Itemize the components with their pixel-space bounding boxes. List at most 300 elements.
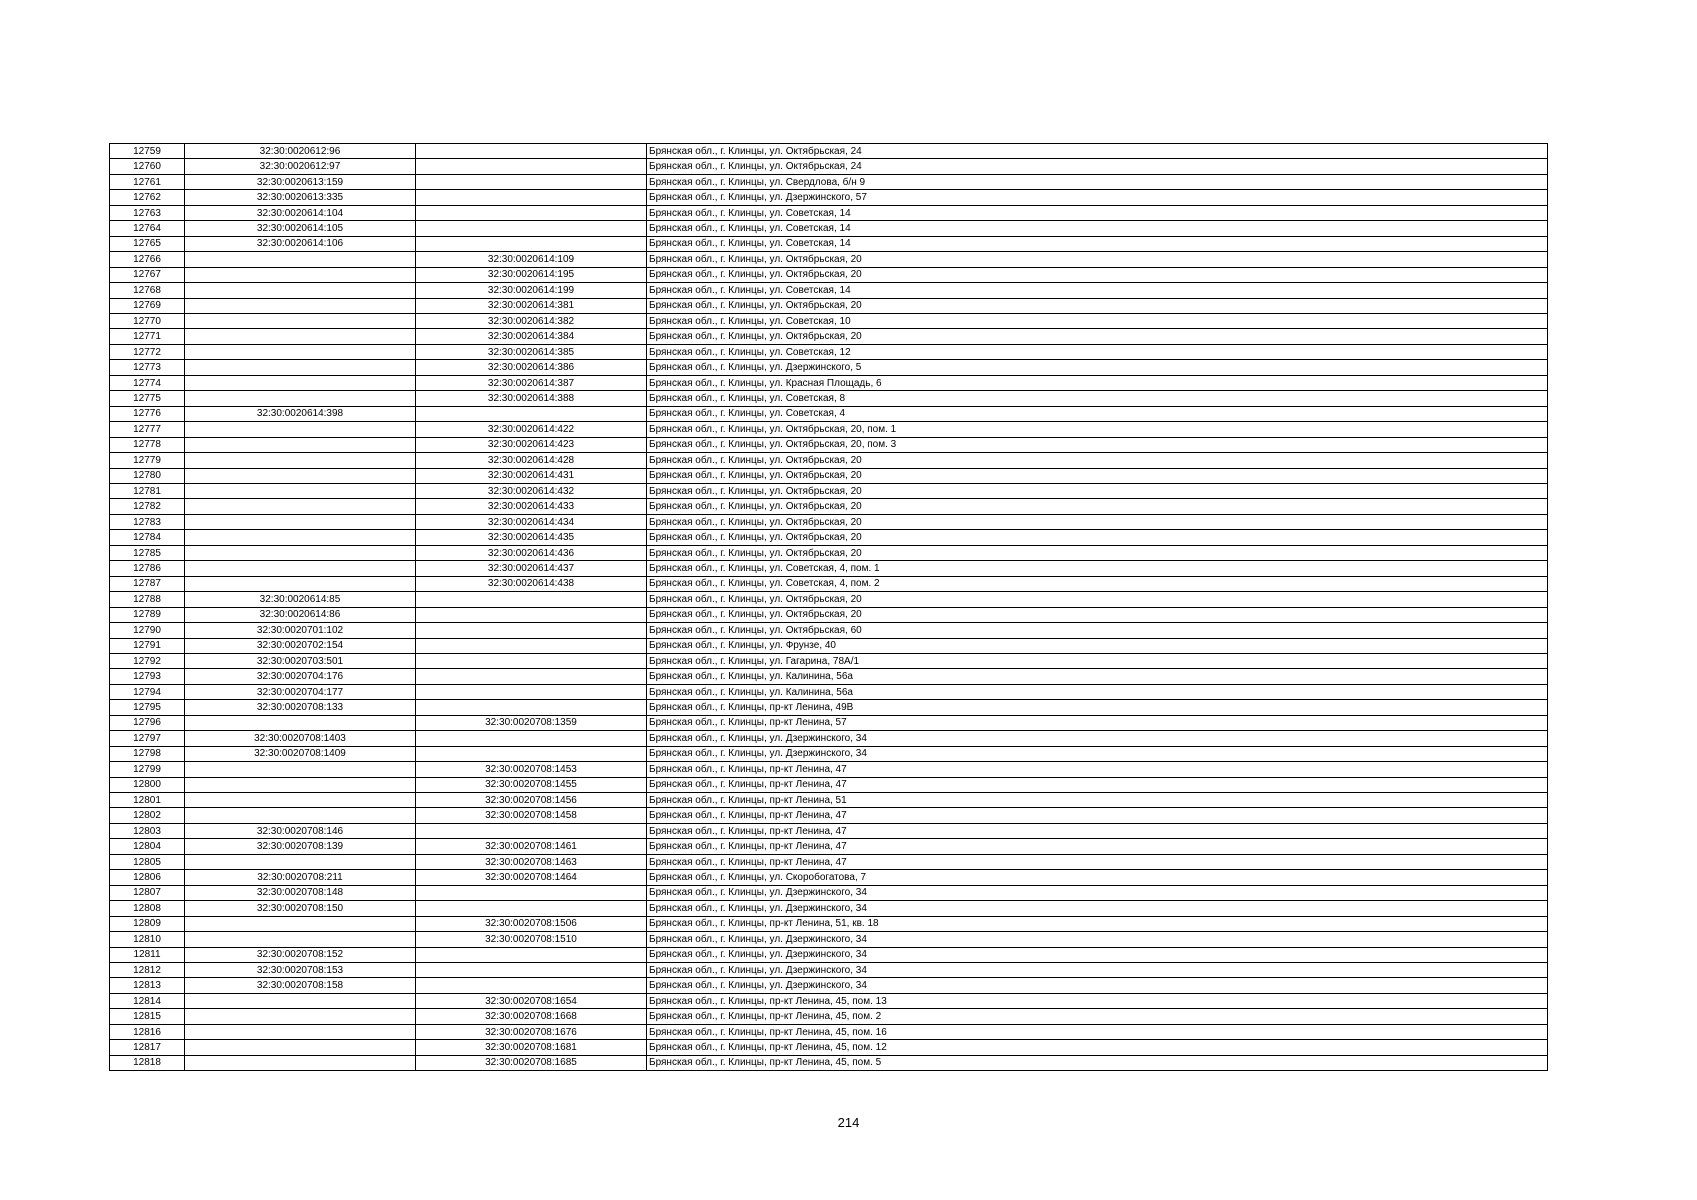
table-row <box>110 684 1548 699</box>
cadastral-number-cell: 32:30:0020708:1403 <box>185 731 416 746</box>
cadastral-number-alt-cell: 32:30:0020614:384 <box>416 329 647 344</box>
address-cell: Брянская обл., г. Клинцы, пр-кт Ленина, 45, пом. 13 <box>647 993 1548 1008</box>
cadastral-number-alt-cell: 32:30:0020614:432 <box>416 483 647 498</box>
row-number-cell: 12759 <box>110 144 185 159</box>
address-cell: Брянская обл., г. Клинцы, ул. Дзержинского, 34 <box>647 978 1548 993</box>
row-number-cell: 12817 <box>110 1040 185 1055</box>
cadastral-number-alt-cell: 32:30:0020614:433 <box>416 499 647 514</box>
table-row <box>110 561 1548 576</box>
cadastral-number-alt-cell: 32:30:0020614:436 <box>416 545 647 560</box>
row-number-cell: 12797 <box>110 731 185 746</box>
row-number-cell: 12779 <box>110 453 185 468</box>
cadastral-number-cell <box>185 298 416 313</box>
row-number-cell: 12773 <box>110 360 185 375</box>
row-number-cell: 12793 <box>110 669 185 684</box>
cadastral-number-cell <box>185 344 416 359</box>
row-number-cell: 12784 <box>110 530 185 545</box>
table-row <box>110 344 1548 359</box>
cadastral-number-cell: 32:30:0020708:148 <box>185 885 416 900</box>
cadastral-number-cell: 32:30:0020614:105 <box>185 221 416 236</box>
address-cell: Брянская обл., г. Клинцы, ул. Дзержинского, 34 <box>647 901 1548 916</box>
row-number-cell: 12781 <box>110 483 185 498</box>
cadastral-number-cell <box>185 329 416 344</box>
row-number-cell: 12776 <box>110 406 185 421</box>
row-number-cell: 12785 <box>110 545 185 560</box>
table-row <box>110 453 1548 468</box>
row-number-cell: 12815 <box>110 1009 185 1024</box>
cadastral-number-cell <box>185 1040 416 1055</box>
address-cell: Брянская обл., г. Клинцы, ул. Октябрьская, 60 <box>647 623 1548 638</box>
table-row <box>110 854 1548 869</box>
row-number-cell: 12792 <box>110 653 185 668</box>
cadastral-number-alt-cell: 32:30:0020708:1685 <box>416 1055 647 1070</box>
table-row <box>110 1055 1548 1070</box>
address-cell: Брянская обл., г. Клинцы, ул. Калинина, 56а <box>647 669 1548 684</box>
table-row <box>110 653 1548 668</box>
cadastral-number-cell: 32:30:0020612:96 <box>185 144 416 159</box>
table-row <box>110 793 1548 808</box>
table-row <box>110 205 1548 220</box>
address-cell: Брянская обл., г. Клинцы, ул. Советская, 4 <box>647 406 1548 421</box>
address-cell: Брянская обл., г. Клинцы, ул. Октябрьская, 24 <box>647 144 1548 159</box>
cadastral-number-cell <box>185 576 416 591</box>
row-number-cell: 12802 <box>110 808 185 823</box>
address-cell: Брянская обл., г. Клинцы, ул. Октябрьская, 20 <box>647 607 1548 622</box>
row-number-cell: 12774 <box>110 375 185 390</box>
address-cell: Брянская обл., г. Клинцы, ул. Свердлова, б/н 9 <box>647 174 1548 189</box>
cadastral-number-cell <box>185 514 416 529</box>
cadastral-number-cell <box>185 561 416 576</box>
cadastral-number-cell <box>185 437 416 452</box>
row-number-cell: 12780 <box>110 468 185 483</box>
cadastral-number-cell <box>185 793 416 808</box>
cadastral-number-cell: 32:30:0020612:97 <box>185 159 416 174</box>
table-row <box>110 731 1548 746</box>
row-number-cell: 12803 <box>110 823 185 838</box>
table-row <box>110 993 1548 1008</box>
cadastral-number-alt-cell: 32:30:0020614:109 <box>416 252 647 267</box>
cadastral-number-alt-cell: 32:30:0020614:195 <box>416 267 647 282</box>
address-cell: Брянская обл., г. Клинцы, ул. Советская, 4, пом. 1 <box>647 561 1548 576</box>
table-row <box>110 360 1548 375</box>
cadastral-number-alt-cell <box>416 823 647 838</box>
table-row <box>110 623 1548 638</box>
table-row <box>110 777 1548 792</box>
cadastral-number-cell <box>185 530 416 545</box>
address-cell: Брянская обл., г. Клинцы, пр-кт Ленина, 47 <box>647 777 1548 792</box>
cadastral-number-cell <box>185 854 416 869</box>
address-cell: Брянская обл., г. Клинцы, ул. Октябрьская, 24 <box>647 159 1548 174</box>
row-number-cell: 12799 <box>110 762 185 777</box>
table-row <box>110 422 1548 437</box>
address-cell: Брянская обл., г. Клинцы, ул. Октябрьская, 20 <box>647 530 1548 545</box>
cadastral-number-alt-cell: 32:30:0020614:381 <box>416 298 647 313</box>
cadastral-number-alt-cell <box>416 406 647 421</box>
cadastral-number-alt-cell <box>416 159 647 174</box>
property-table <box>109 143 1548 1071</box>
row-number-cell: 12811 <box>110 947 185 962</box>
address-cell: Брянская обл., г. Клинцы, ул. Дзержинского, 57 <box>647 190 1548 205</box>
cadastral-number-alt-cell: 32:30:0020614:387 <box>416 375 647 390</box>
address-cell: Брянская обл., г. Клинцы, ул. Октябрьская, 20 <box>647 545 1548 560</box>
address-cell: Брянская обл., г. Клинцы, пр-кт Ленина, 45, пом. 16 <box>647 1024 1548 1039</box>
table-row <box>110 700 1548 715</box>
cadastral-number-alt-cell <box>416 205 647 220</box>
address-cell: Брянская обл., г. Клинцы, ул. Советская, 14 <box>647 205 1548 220</box>
cadastral-number-cell: 32:30:0020704:177 <box>185 684 416 699</box>
row-number-cell: 12764 <box>110 221 185 236</box>
cadastral-number-alt-cell: 32:30:0020708:1668 <box>416 1009 647 1024</box>
address-cell: Брянская обл., г. Клинцы, ул. Калинина, 56а <box>647 684 1548 699</box>
cadastral-number-cell <box>185 932 416 947</box>
address-cell: Брянская обл., г. Клинцы, ул. Октябрьская, 20 <box>647 298 1548 313</box>
table-row <box>110 437 1548 452</box>
address-cell: Брянская обл., г. Клинцы, ул. Советская, 10 <box>647 313 1548 328</box>
cadastral-number-alt-cell: 32:30:0020614:431 <box>416 468 647 483</box>
row-number-cell: 12812 <box>110 963 185 978</box>
cadastral-number-alt-cell: 32:30:0020708:1464 <box>416 870 647 885</box>
table-row <box>110 313 1548 328</box>
address-cell: Брянская обл., г. Клинцы, ул. Октябрьская, 20 <box>647 267 1548 282</box>
table-row <box>110 545 1548 560</box>
row-number-cell: 12796 <box>110 715 185 730</box>
row-number-cell: 12791 <box>110 638 185 653</box>
cadastral-number-cell: 32:30:0020702:154 <box>185 638 416 653</box>
cadastral-number-alt-cell <box>416 653 647 668</box>
row-number-cell: 12798 <box>110 746 185 761</box>
table-row <box>110 947 1548 962</box>
row-number-cell: 12761 <box>110 174 185 189</box>
cadastral-number-cell: 32:30:0020708:150 <box>185 901 416 916</box>
table-row <box>110 762 1548 777</box>
row-number-cell: 12765 <box>110 236 185 251</box>
row-number-cell: 12795 <box>110 700 185 715</box>
address-cell: Брянская обл., г. Клинцы, ул. Дзержинского, 34 <box>647 731 1548 746</box>
cadastral-number-cell <box>185 252 416 267</box>
table-row <box>110 885 1548 900</box>
row-number-cell: 12770 <box>110 313 185 328</box>
table-row <box>110 252 1548 267</box>
row-number-cell: 12805 <box>110 854 185 869</box>
table-row <box>110 236 1548 251</box>
cadastral-number-cell <box>185 453 416 468</box>
row-number-cell: 12789 <box>110 607 185 622</box>
table-row <box>110 159 1548 174</box>
cadastral-number-cell <box>185 1024 416 1039</box>
table-row <box>110 298 1548 313</box>
table-row <box>110 283 1548 298</box>
cadastral-number-cell <box>185 777 416 792</box>
row-number-cell: 12794 <box>110 684 185 699</box>
address-cell: Брянская обл., г. Клинцы, ул. Советская, 8 <box>647 391 1548 406</box>
address-cell: Брянская обл., г. Клинцы, ул. Октябрьская, 20 <box>647 514 1548 529</box>
table-row <box>110 329 1548 344</box>
cadastral-number-alt-cell: 32:30:0020708:1359 <box>416 715 647 730</box>
row-number-cell: 12775 <box>110 391 185 406</box>
table-row <box>110 1009 1548 1024</box>
row-number-cell: 12767 <box>110 267 185 282</box>
address-cell: Брянская обл., г. Клинцы, ул. Советская, 14 <box>647 283 1548 298</box>
cadastral-number-alt-cell <box>416 623 647 638</box>
table-row <box>110 174 1548 189</box>
row-number-cell: 12783 <box>110 514 185 529</box>
cadastral-number-alt-cell: 32:30:0020708:1654 <box>416 993 647 1008</box>
cadastral-number-cell: 32:30:0020614:86 <box>185 607 416 622</box>
table-row <box>110 746 1548 761</box>
address-cell: Брянская обл., г. Клинцы, ул. Советская, 14 <box>647 236 1548 251</box>
cadastral-number-alt-cell <box>416 731 647 746</box>
cadastral-number-alt-cell: 32:30:0020614:434 <box>416 514 647 529</box>
cadastral-number-alt-cell: 32:30:0020614:388 <box>416 391 647 406</box>
cadastral-number-cell: 32:30:0020704:176 <box>185 669 416 684</box>
row-number-cell: 12763 <box>110 205 185 220</box>
cadastral-number-cell: 32:30:0020614:106 <box>185 236 416 251</box>
table-row <box>110 669 1548 684</box>
cadastral-number-cell: 32:30:0020613:159 <box>185 174 416 189</box>
table-row <box>110 267 1548 282</box>
address-cell: Брянская обл., г. Клинцы, ул. Красная Площадь, 6 <box>647 375 1548 390</box>
cadastral-number-alt-cell <box>416 174 647 189</box>
address-cell: Брянская обл., г. Клинцы, ул. Скоробогатова, 7 <box>647 870 1548 885</box>
table-row <box>110 1040 1548 1055</box>
row-number-cell: 12771 <box>110 329 185 344</box>
cadastral-number-cell: 32:30:0020708:1409 <box>185 746 416 761</box>
property-table-body <box>110 144 1548 1071</box>
table-row <box>110 483 1548 498</box>
address-cell: Брянская обл., г. Клинцы, ул. Фрунзе, 40 <box>647 638 1548 653</box>
address-cell: Брянская обл., г. Клинцы, ул. Советская, 4, пом. 2 <box>647 576 1548 591</box>
cadastral-number-alt-cell: 32:30:0020614:385 <box>416 344 647 359</box>
table-row <box>110 901 1548 916</box>
address-cell: Брянская обл., г. Клинцы, ул. Октябрьская, 20 <box>647 329 1548 344</box>
table-row <box>110 808 1548 823</box>
row-number-cell: 12816 <box>110 1024 185 1039</box>
address-cell: Брянская обл., г. Клинцы, пр-кт Ленина, 57 <box>647 715 1548 730</box>
cadastral-number-cell: 32:30:0020708:152 <box>185 947 416 962</box>
address-cell: Брянская обл., г. Клинцы, пр-кт Ленина, 47 <box>647 762 1548 777</box>
cadastral-number-alt-cell <box>416 963 647 978</box>
address-cell: Брянская обл., г. Клинцы, ул. Октябрьская, 20 <box>647 483 1548 498</box>
cadastral-number-alt-cell: 32:30:0020614:423 <box>416 437 647 452</box>
row-number-cell: 12818 <box>110 1055 185 1070</box>
table-row <box>110 406 1548 421</box>
row-number-cell: 12810 <box>110 932 185 947</box>
cadastral-number-alt-cell <box>416 885 647 900</box>
address-cell: Брянская обл., г. Клинцы, пр-кт Ленина, 51, кв. 18 <box>647 916 1548 931</box>
table-row <box>110 391 1548 406</box>
cadastral-number-cell: 32:30:0020703:501 <box>185 653 416 668</box>
row-number-cell: 12772 <box>110 344 185 359</box>
cadastral-number-alt-cell: 32:30:0020708:1456 <box>416 793 647 808</box>
cadastral-number-alt-cell <box>416 592 647 607</box>
address-cell: Брянская обл., г. Клинцы, пр-кт Ленина, 47 <box>647 808 1548 823</box>
cadastral-number-alt-cell <box>416 607 647 622</box>
cadastral-number-cell <box>185 422 416 437</box>
table-row <box>110 638 1548 653</box>
page-number: 214 <box>837 1115 860 1130</box>
cadastral-number-cell <box>185 1055 416 1070</box>
cadastral-number-cell <box>185 375 416 390</box>
table-row <box>110 530 1548 545</box>
cadastral-number-cell: 32:30:0020614:398 <box>185 406 416 421</box>
table-row <box>110 916 1548 931</box>
row-number-cell: 12788 <box>110 592 185 607</box>
address-cell: Брянская обл., г. Клинцы, ул. Октябрьская, 20 <box>647 252 1548 267</box>
cadastral-number-alt-cell: 32:30:0020614:438 <box>416 576 647 591</box>
cadastral-number-cell: 32:30:0020708:211 <box>185 870 416 885</box>
address-cell: Брянская обл., г. Клинцы, пр-кт Ленина, 49В <box>647 700 1548 715</box>
row-number-cell: 12790 <box>110 623 185 638</box>
address-cell: Брянская обл., г. Клинцы, ул. Дзержинского, 34 <box>647 746 1548 761</box>
cadastral-number-alt-cell <box>416 684 647 699</box>
table-row <box>110 978 1548 993</box>
address-cell: Брянская обл., г. Клинцы, ул. Октябрьская, 20, пом. 1 <box>647 422 1548 437</box>
address-cell: Брянская обл., г. Клинцы, пр-кт Ленина, 47 <box>647 839 1548 854</box>
row-number-cell: 12782 <box>110 499 185 514</box>
address-cell: Брянская обл., г. Клинцы, пр-кт Ленина, 45, пом. 2 <box>647 1009 1548 1024</box>
cadastral-number-alt-cell <box>416 947 647 962</box>
table-row <box>110 375 1548 390</box>
cadastral-number-cell <box>185 468 416 483</box>
row-number-cell: 12804 <box>110 839 185 854</box>
cadastral-number-cell <box>185 483 416 498</box>
cadastral-number-cell: 32:30:0020708:146 <box>185 823 416 838</box>
row-number-cell: 12762 <box>110 190 185 205</box>
cadastral-number-alt-cell <box>416 700 647 715</box>
table-row <box>110 839 1548 854</box>
address-cell: Брянская обл., г. Клинцы, ул. Дзержинского, 5 <box>647 360 1548 375</box>
address-cell: Брянская обл., г. Клинцы, пр-кт Ленина, 45, пом. 12 <box>647 1040 1548 1055</box>
row-number-cell: 12777 <box>110 422 185 437</box>
row-number-cell: 12809 <box>110 916 185 931</box>
cadastral-number-alt-cell <box>416 669 647 684</box>
table-row <box>110 963 1548 978</box>
cadastral-number-alt-cell <box>416 221 647 236</box>
address-cell: Брянская обл., г. Клинцы, ул. Октябрьская, 20 <box>647 592 1548 607</box>
cadastral-number-alt-cell <box>416 638 647 653</box>
row-number-cell: 12814 <box>110 993 185 1008</box>
cadastral-number-alt-cell: 32:30:0020708:1510 <box>416 932 647 947</box>
cadastral-number-cell <box>185 499 416 514</box>
address-cell: Брянская обл., г. Клинцы, пр-кт Ленина, 51 <box>647 793 1548 808</box>
address-cell: Брянская обл., г. Клинцы, ул. Октябрьская, 20 <box>647 468 1548 483</box>
cadastral-number-alt-cell <box>416 978 647 993</box>
cadastral-number-alt-cell <box>416 746 647 761</box>
row-number-cell: 12769 <box>110 298 185 313</box>
row-number-cell: 12760 <box>110 159 185 174</box>
cadastral-number-cell <box>185 545 416 560</box>
row-number-cell: 12807 <box>110 885 185 900</box>
address-cell: Брянская обл., г. Клинцы, пр-кт Ленина, 45, пом. 5 <box>647 1055 1548 1070</box>
row-number-cell: 12778 <box>110 437 185 452</box>
cadastral-number-cell <box>185 313 416 328</box>
cadastral-number-alt-cell: 32:30:0020708:1455 <box>416 777 647 792</box>
cadastral-number-cell <box>185 283 416 298</box>
address-cell: Брянская обл., г. Клинцы, пр-кт Ленина, 47 <box>647 823 1548 838</box>
table-row <box>110 1024 1548 1039</box>
address-cell: Брянская обл., г. Клинцы, ул. Октябрьская, 20, пом. 3 <box>647 437 1548 452</box>
row-number-cell: 12768 <box>110 283 185 298</box>
row-number-cell: 12766 <box>110 252 185 267</box>
cadastral-number-cell <box>185 762 416 777</box>
cadastral-number-alt-cell <box>416 144 647 159</box>
row-number-cell: 12801 <box>110 793 185 808</box>
cadastral-number-alt-cell: 32:30:0020614:428 <box>416 453 647 468</box>
cadastral-number-cell: 32:30:0020613:335 <box>185 190 416 205</box>
cadastral-number-alt-cell: 32:30:0020708:1453 <box>416 762 647 777</box>
table-row <box>110 607 1548 622</box>
cadastral-number-cell <box>185 916 416 931</box>
address-cell: Брянская обл., г. Клинцы, ул. Дзержинского, 34 <box>647 963 1548 978</box>
cadastral-number-alt-cell: 32:30:0020614:199 <box>416 283 647 298</box>
table-row <box>110 468 1548 483</box>
cadastral-number-alt-cell: 32:30:0020708:1676 <box>416 1024 647 1039</box>
cadastral-number-cell: 32:30:0020708:158 <box>185 978 416 993</box>
row-number-cell: 12786 <box>110 561 185 576</box>
table-row <box>110 823 1548 838</box>
cadastral-number-cell: 32:30:0020708:133 <box>185 700 416 715</box>
cadastral-number-cell: 32:30:0020708:139 <box>185 839 416 854</box>
cadastral-number-cell: 32:30:0020614:85 <box>185 592 416 607</box>
row-number-cell: 12813 <box>110 978 185 993</box>
table-row <box>110 221 1548 236</box>
table-row <box>110 514 1548 529</box>
table-row <box>110 576 1548 591</box>
cadastral-number-cell <box>185 360 416 375</box>
cadastral-number-cell <box>185 715 416 730</box>
address-cell: Брянская обл., г. Клинцы, ул. Дзержинского, 34 <box>647 932 1548 947</box>
address-cell: Брянская обл., г. Клинцы, пр-кт Ленина, 47 <box>647 854 1548 869</box>
cadastral-number-cell <box>185 1009 416 1024</box>
cadastral-number-cell: 32:30:0020614:104 <box>185 205 416 220</box>
address-cell: Брянская обл., г. Клинцы, ул. Советская, 12 <box>647 344 1548 359</box>
row-number-cell: 12787 <box>110 576 185 591</box>
table-row <box>110 932 1548 947</box>
cadastral-number-alt-cell <box>416 236 647 251</box>
address-cell: Брянская обл., г. Клинцы, ул. Гагарина, 78А/1 <box>647 653 1548 668</box>
cadastral-number-alt-cell <box>416 190 647 205</box>
cadastral-number-cell: 32:30:0020701:102 <box>185 623 416 638</box>
table-row <box>110 870 1548 885</box>
cadastral-number-cell <box>185 267 416 282</box>
cadastral-number-alt-cell: 32:30:0020614:437 <box>416 561 647 576</box>
address-cell: Брянская обл., г. Клинцы, ул. Октябрьская, 20 <box>647 453 1548 468</box>
cadastral-number-cell <box>185 808 416 823</box>
cadastral-number-alt-cell: 32:30:0020614:386 <box>416 360 647 375</box>
address-cell: Брянская обл., г. Клинцы, ул. Советская, 14 <box>647 221 1548 236</box>
cadastral-number-cell <box>185 993 416 1008</box>
table-row <box>110 592 1548 607</box>
cadastral-number-cell: 32:30:0020708:153 <box>185 963 416 978</box>
table-row <box>110 499 1548 514</box>
row-number-cell: 12808 <box>110 901 185 916</box>
cadastral-number-alt-cell: 32:30:0020708:1458 <box>416 808 647 823</box>
cadastral-number-alt-cell: 32:30:0020614:435 <box>416 530 647 545</box>
table-row <box>110 190 1548 205</box>
cadastral-number-alt-cell: 32:30:0020708:1461 <box>416 839 647 854</box>
row-number-cell: 12800 <box>110 777 185 792</box>
address-cell: Брянская обл., г. Клинцы, ул. Октябрьская, 20 <box>647 499 1548 514</box>
address-cell: Брянская обл., г. Клинцы, ул. Дзержинского, 34 <box>647 885 1548 900</box>
cadastral-number-alt-cell: 32:30:0020614:382 <box>416 313 647 328</box>
cadastral-number-cell <box>185 391 416 406</box>
table-row <box>110 715 1548 730</box>
row-number-cell: 12806 <box>110 870 185 885</box>
cadastral-number-alt-cell: 32:30:0020614:422 <box>416 422 647 437</box>
cadastral-number-alt-cell: 32:30:0020708:1506 <box>416 916 647 931</box>
address-cell: Брянская обл., г. Клинцы, ул. Дзержинского, 34 <box>647 947 1548 962</box>
cadastral-number-alt-cell: 32:30:0020708:1463 <box>416 854 647 869</box>
